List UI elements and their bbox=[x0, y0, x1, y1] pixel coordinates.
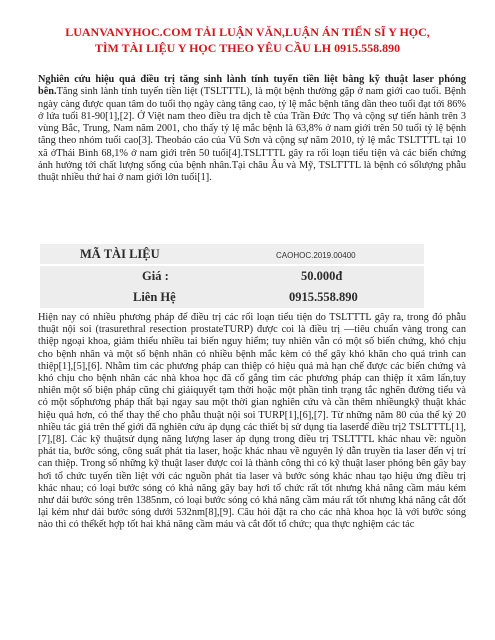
intro-title: Nghiên cứu hiệu quả điều trị tăng sinh lành tính tuyến tiền liệt bằng kỹ thuật laser phóng bên. bbox=[38, 74, 466, 98]
price-label: Giá : bbox=[142, 269, 169, 283]
header-line-2: TÌM TÀI LIỆU Y HỌC THEO YÊU CẦU LH 0915.558.890 bbox=[94, 41, 401, 55]
doc-code-label: MÃ TÀI LIỆU bbox=[80, 247, 160, 261]
contact-value: 0915.558.890 bbox=[289, 290, 358, 304]
info-box-lower bbox=[40, 266, 424, 308]
price-value: 50.000đ bbox=[301, 269, 343, 283]
header-line-1: LUANVANYHOC.COM TẢI LUẬN VĂN,LUẬN ÁN TIẾN SĨ Y HỌC, bbox=[65, 25, 430, 39]
contact-label: Liên Hệ bbox=[133, 290, 176, 304]
site-header bbox=[0, 24, 495, 56]
intro-text: Tăng sinh lành tính tuyến tiền liệt (TSLTTTL), là một bệnh thường gặp ở nam giới cao tuổi. Bệnh ngày càng được quan tâm do tuổi thọ ngày càng tăng cao, tỷ lệ mắc bệnh tăng dần theo tuổi đạt tới 86% ở lứa tuổi 81-90[1],[2]. Ở Việt nam theo điều tra dịch tễ của Trần Đức Thọ và cộng sự tiến hành trên 3 vùng Bắc, Trung, Nam năm 2001, cho thấy tỷ lệ mắc bệnh là 63,8% ở nam giới trên 50 tuổi tỷ lệ bệnh tăng theo nhóm tuổi cao[3]. Theobáo cáo của Vũ Sơn và cộng sự năm 2010, tỷ lệ mắc TSLTTTL tại 10 xã ởThái Bình 68,1% ở nam giới trên 50 tuổi[4].TSLTTTL gây ra rối loạn tiểu tiện và các biến chứng ảnh hưởng tới chất lượng sống của bệnh nhân.Tại châu Âu và Mỹ, TSLTTTL là bệnh có sốlượng phẫu thuật nhiều thứ hai ở nam giới lớn tuổi[1]. bbox=[38, 86, 466, 184]
intro-paragraph bbox=[38, 74, 466, 185]
body-paragraph: Hiện nay có nhiều phương pháp để điều trị các rối loạn tiểu tiện do TSLTTTL gây ra, trong đó phẫu thuật nội soi (trasurethral resection prostateTURP) được coi là điều trị ―tiêu chuẩn vàng trong can thiệp ngoại khoa, giảm thiểu nhiều tai biến nguy hiểm; tuy nhiên vẫn có một số biến chứng, khó chịu cho bệnh nhân và một số bệnh nhân có nhiều bệnh mắc kèm có thể gây khó khăn cho quá trình can thiệp[1],[5],[6]. Nhằm tìm các phương pháp can thiệp có hiệu quả mà hạn chế được các biến chứng và khó chịu cho bệnh nhân các nhà khoa học đã cố gắng tìm các phương pháp can thiệp ít xâm lấn,tuy nhiên một số biện pháp cũng chỉ giảiquyết tạm thời hoặc một phần tình trạng tắc nghẽn đường tiểu và có một sốphương pháp thất bại ngay sau một thời gian nghiên cứu và cần thêm nhiềungkỹ thuật khác hiệu quả hơn, có thể thay thế cho phẫu thuật nội soi TURP[1],[6],[7]. Từ những năm 80 của thế kỷ 20 nhiều tác giả trên thế giới đã nghiên cứu áp dụng các thiết bị sử dụng tia laserđể điều trị2 TSLTTTL[1],[7],[8]. Các kỹ thuậtsử dụng năng lượng laser áp dụng trong điều trị TSLTTTL khác nhau về: nguồn phát tia, bước sóng, công suất phát tia laser, hoặc khác nhau về nguyên lý dẫn truyền tia laser đến vị trí can thiệp. Trong số những kỹ thuật laser được coi là thành công thì có kỹ thuật laser phóng bên gây bay hơi tổ chức tuyến tiền liệt với các nguồn phát tia laser và bước sóng khác nhau tạo hiệu ứng điều trị khác nhau; có loại bước sóng có khả năng gây bay hơi tổ chức rất tốt nhưng khả năng cầm máu kém như dải bước sóng trên 1385nm, có loại bước sóng có khả năng cầm máu rất tốt nhưng khả năng cắt đốt lại kém như dải bước sóng dưới 532nm[8],[9]. Câu hỏi đặt ra cho các nhà khoa học là với bước sóng nào thì có thểkết hợp tốt hai khả năng cầm máu và cắt đốt tổ chức; qua thực nghiệm các tác bbox=[38, 312, 466, 531]
doc-code-value: CAOHOC.2019.00400 bbox=[276, 251, 356, 260]
